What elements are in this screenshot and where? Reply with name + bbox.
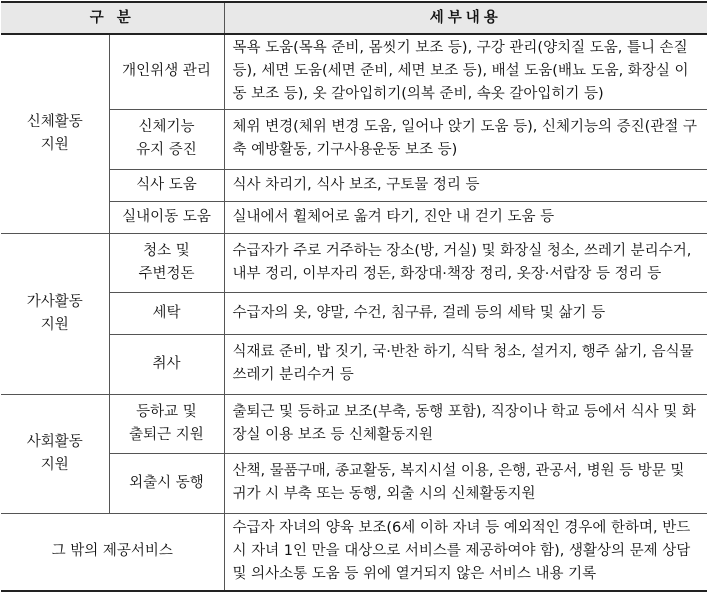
sub-category: 취사: [109, 334, 224, 394]
detail-text: 실내에서 휠체어로 옮겨 타기, 진안 내 걷기 도움 등: [224, 201, 707, 233]
sub-category: 실내이동 도움: [109, 201, 224, 233]
sub-category: 식사 도움: [109, 169, 224, 201]
service-table: [1, 1, 707, 592]
detail-text: 산책, 물품구매, 종교활동, 복지시설 이용, 은행, 관공서, 병원 등 방문 및 귀가 시 부축 또는 동행, 외출 시의 신체활동지원: [224, 453, 707, 513]
detail-text: 식사 차리기, 식사 보조, 구토물 정리 등: [224, 169, 707, 201]
other-services-label: 그 밖의 제공서비스: [1, 513, 224, 591]
sub-category: 개인위생 관리: [109, 34, 224, 109]
sub-category: 세탁: [109, 292, 224, 334]
table-row: [1, 34, 707, 109]
detail-text: 수급자의 옷, 양말, 수건, 침구류, 걸레 등의 세탁 및 삶기 등: [224, 292, 707, 334]
detail-text: 목욕 도움(목욕 준비, 몸씻기 보조 등), 구강 관리(양치질 도움, 틀니 손질 등), 세면 도움(세면 준비, 세면 보조 등), 배설 도움(배뇨 도움, 화장실 이동 보조 등), 옷 갈아입히기(의복 준비, 속옷 갈아입히기 등): [224, 34, 707, 109]
table-row: [1, 233, 707, 292]
detail-text: 식재료 준비, 밥 짓기, 국·반찬 하기, 식탁 청소, 설거지, 행주 삶기, 음식물 쓰레기 분리수거 등: [224, 334, 707, 394]
sub-category: 신체기능 유지 증진: [109, 109, 224, 169]
header-detail: 세부내용: [224, 2, 707, 34]
header-row: [1, 2, 707, 34]
detail-text: 출퇴근 및 등하교 보조(부축, 동행 포함), 직장이나 학교 등에서 식사 및 화장실 이용 보조 등 신체활동지원: [224, 394, 707, 453]
group-housework-label: 가사활동 지원: [1, 233, 109, 394]
sub-category: 청소 및 주변정돈: [109, 233, 224, 292]
header-category: 구 분: [1, 2, 224, 34]
detail-text: 수급자 자녀의 양육 보조(6세 이하 자녀 등 예외적인 경우에 한하며, 반드시 자녀 1인 만을 대상으로 서비스를 제공하여야 함), 생활상의 문제 상담 및 의사소통 도움 등 위에 열거되지 않은 서비스 내용 기록: [224, 513, 707, 591]
detail-text: 수급자가 주로 거주하는 장소(방, 거실) 및 화장실 청소, 쓰레기 분리수거, 내부 정리, 이부자리 정돈, 화장대·책장 정리, 옷장·서랍장 등 정리 등: [224, 233, 707, 292]
group-physical-label: 신체활동 지원: [1, 34, 109, 233]
group-social-label: 사회활동 지원: [1, 394, 109, 513]
detail-text: 체위 변경(체위 변경 도움, 일어나 앉기 도움 등), 신체기능의 증진(관절 구축 예방활동, 기구사용운동 보조 등): [224, 109, 707, 169]
sub-category: 외출시 동행: [109, 453, 224, 513]
sub-category: 등하교 및 출퇴근 지원: [109, 394, 224, 453]
table-row: [1, 513, 707, 591]
table-row: [1, 394, 707, 453]
